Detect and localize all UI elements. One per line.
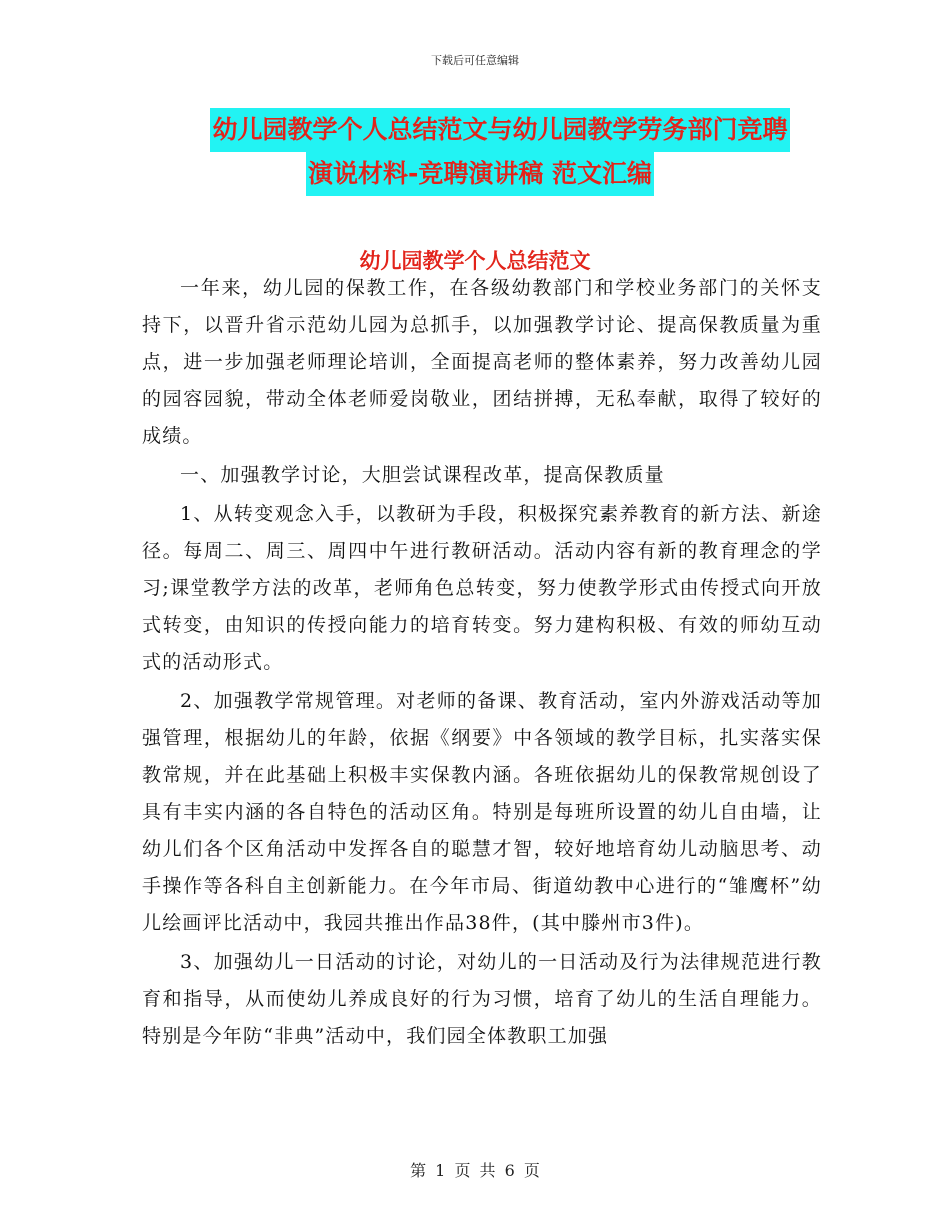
header-note: 下载后可任意编辑: [431, 54, 519, 67]
paragraph-item-1: 1、从转变观念入手，以教研为手段，积极探究素养教育的新方法、新途径。每周二、周三、周四中午进行教研活动。活动内容有新的教育理念的学习;课堂教学方法的改革，老师角色总转变，努力使教学形式由传授式向开放式转变，由知识的传授向能力的培育转变。努力建构积极、有效的师幼互动式的活动形式。: [142, 503, 822, 673]
paragraph-intro: 一年来，幼儿园的保教工作，在各级幼教部门和学校业务部门的关怀支持下，以晋升省示范幼儿园为总抓手，以加强教学讨论、提高保教质量为重点，进一步加强老师理论培训，全面提高老师的整体素养，努力改善幼儿园的园容园貌，带动全体老师爱岗敬业，团结拼搏，无私奉献，取得了较好的成绩。: [142, 277, 822, 447]
paragraph-heading-1: 一、加强教学讨论，大胆尝试课程改革，提高保教质量: [180, 464, 665, 486]
paragraph-item-2: 2、加强教学常规管理。对老师的备课、教育活动，室内外游戏活动等加强管理，根据幼儿的年龄，依据《纲要》中各领域的教学目标，扎实落实保教常规，并在此基础上积极丰实保教内涵。各班依据幼儿的保教常规创设了具有丰实内涵的各自特色的活动区角。特别是每班所设置的幼儿自由墙，让幼儿们各个区角活动中发挥各自的聪慧才智，较好地培育幼儿动脑思考、动手操作等各科自主创新能力。在今年市局、街道幼教中心进行的“雏鹰杯”幼儿绘画评比活动中，我园共推出作品38件，(其中滕州市3件)。: [142, 690, 822, 934]
page-footer: 第 1 页 共 6 页: [410, 1161, 540, 1180]
document-title: [140, 108, 820, 196]
paragraph-item-3: 3、加强幼儿一日活动的讨论，对幼儿的一日活动及行为法律规范进行教育和指导，从而使幼儿养成良好的行为习惯，培育了幼儿的生活自理能力。特别是今年防“非典”活动中，我们园全体教职工加强: [142, 951, 822, 1047]
section-heading: 幼儿园教学个人总结范文: [359, 249, 591, 273]
title-line-2: 演说材料-竞聘演讲稿 范文汇编: [306, 152, 654, 196]
title-line-1: 幼儿园教学个人总结范文与幼儿园教学劳务部门竞聘: [210, 108, 789, 152]
body-text: [142, 270, 822, 1055]
